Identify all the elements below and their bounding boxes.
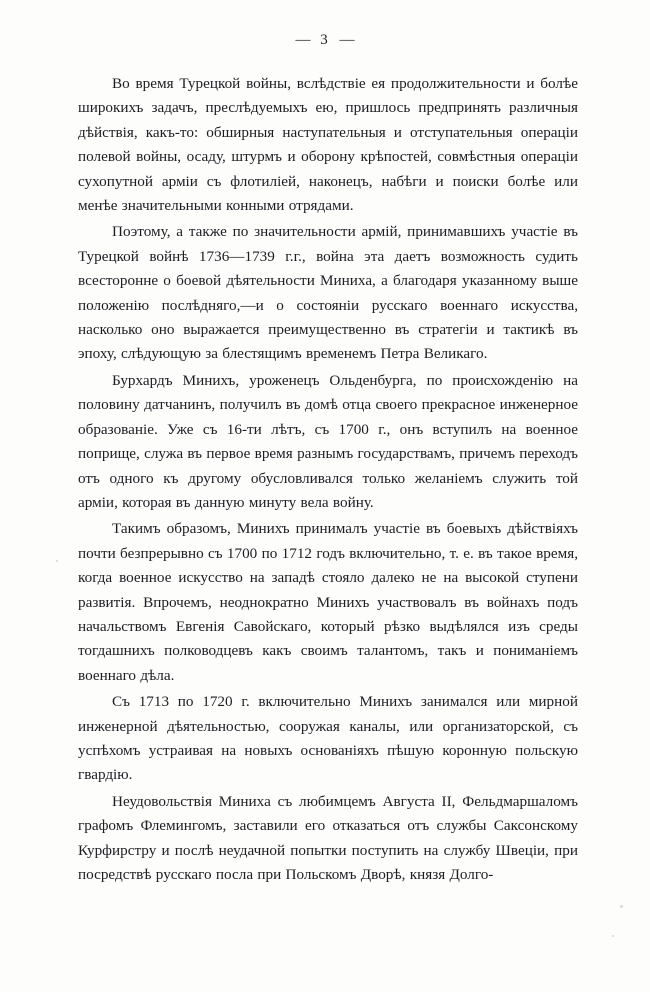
paragraph: Такимъ образомъ, Минихъ принималъ участіе въ боевыхъ дѣйствіяхъ почти безпрерывно съ 1700 по 1712 годъ включительно, т. е. въ такое время, когда военное искусство на западѣ стояло далеко не на высокой ступени развитія. Впрочемъ, неоднократно Минихъ участвовалъ въ войнахъ подъ начальствомъ Евгенія Савойскаго, который рѣзко выдѣлялся изъ среды тогдашнихъ полководцевъ какъ своимъ талантомъ, такъ и пониманіемъ военнаго дѣла. <box>78 520 578 684</box>
paragraph: Во время Турецкой войны, вслѣдствіе ея продолжительности и болѣе широкихъ задачъ, преслѣдуемыхъ ею, пришлось предпринять различныя дѣйствія, какъ-то: обширныя наступательныя и отступательныя операціи полевой войны, осаду, штурмъ и оборону крѣпостей, совмѣстныя операціи сухопутной арміи съ флотиліей, наконецъ, набѣги и поиски болѣе или менѣе значительными конными отрядами. <box>78 75 578 215</box>
paragraph: Бурхардъ Минихъ, уроженецъ Ольденбурга, по происхожденію на половину датчанинъ, получилъ въ домѣ отца своего прекрасное инженерное образованіе. Уже съ 16-ти лѣтъ, съ 1700 г., онъ вступилъ на военное поприще, служа въ первое время разнымъ государствамъ, причемъ переходъ отъ одного къ другому обусловливался только желаніемъ служить той арміи, которая въ данную минуту вела войну. <box>78 371 578 511</box>
paragraph: Съ 1713 по 1720 г. включительно Минихъ занимался или мирной инженерной дѣятельностью, сооружая каналы, или организаторской, съ успѣхомъ устраивая на новыхъ основаніяхъ пѣшую коронную польскую гвардію. <box>78 693 578 784</box>
header-dash-left: — <box>295 32 311 48</box>
paragraph: Поэтому, а также по значительности армій, принимавшихъ участіе въ Турецкой войнѣ 1736—1739 г.г., война эта даетъ возможность судить всесторонне о боевой дѣятельности Миниха, а благодаря указанному выше положенію послѣдняго,—и о состояніи русскаго военнаго искусства, насколько оно выражается преимущественно въ стратегіи и тактикѣ въ эпоху, слѣдующую за блестящимъ временемъ Петра Великаго. <box>78 223 578 363</box>
body-text <box>78 72 578 887</box>
page-header <box>0 32 650 49</box>
paragraph: Неудовольствія Миниха съ любимцемъ Августа II, Фельдмаршаломъ графомъ Флемингомъ, заставили его отказаться отъ службы Саксонскому Курфирстру и послѣ неудачной попытки поступить на службу Швеціи, при посредствѣ русскаго посла при Польскомъ Дворѣ, князя Долго- <box>78 792 578 883</box>
paper-speck <box>612 935 614 937</box>
header-dash-right: — <box>339 32 355 48</box>
paper-speck <box>620 905 623 908</box>
page-number: 3 <box>320 32 330 48</box>
paper-speck <box>56 560 58 562</box>
